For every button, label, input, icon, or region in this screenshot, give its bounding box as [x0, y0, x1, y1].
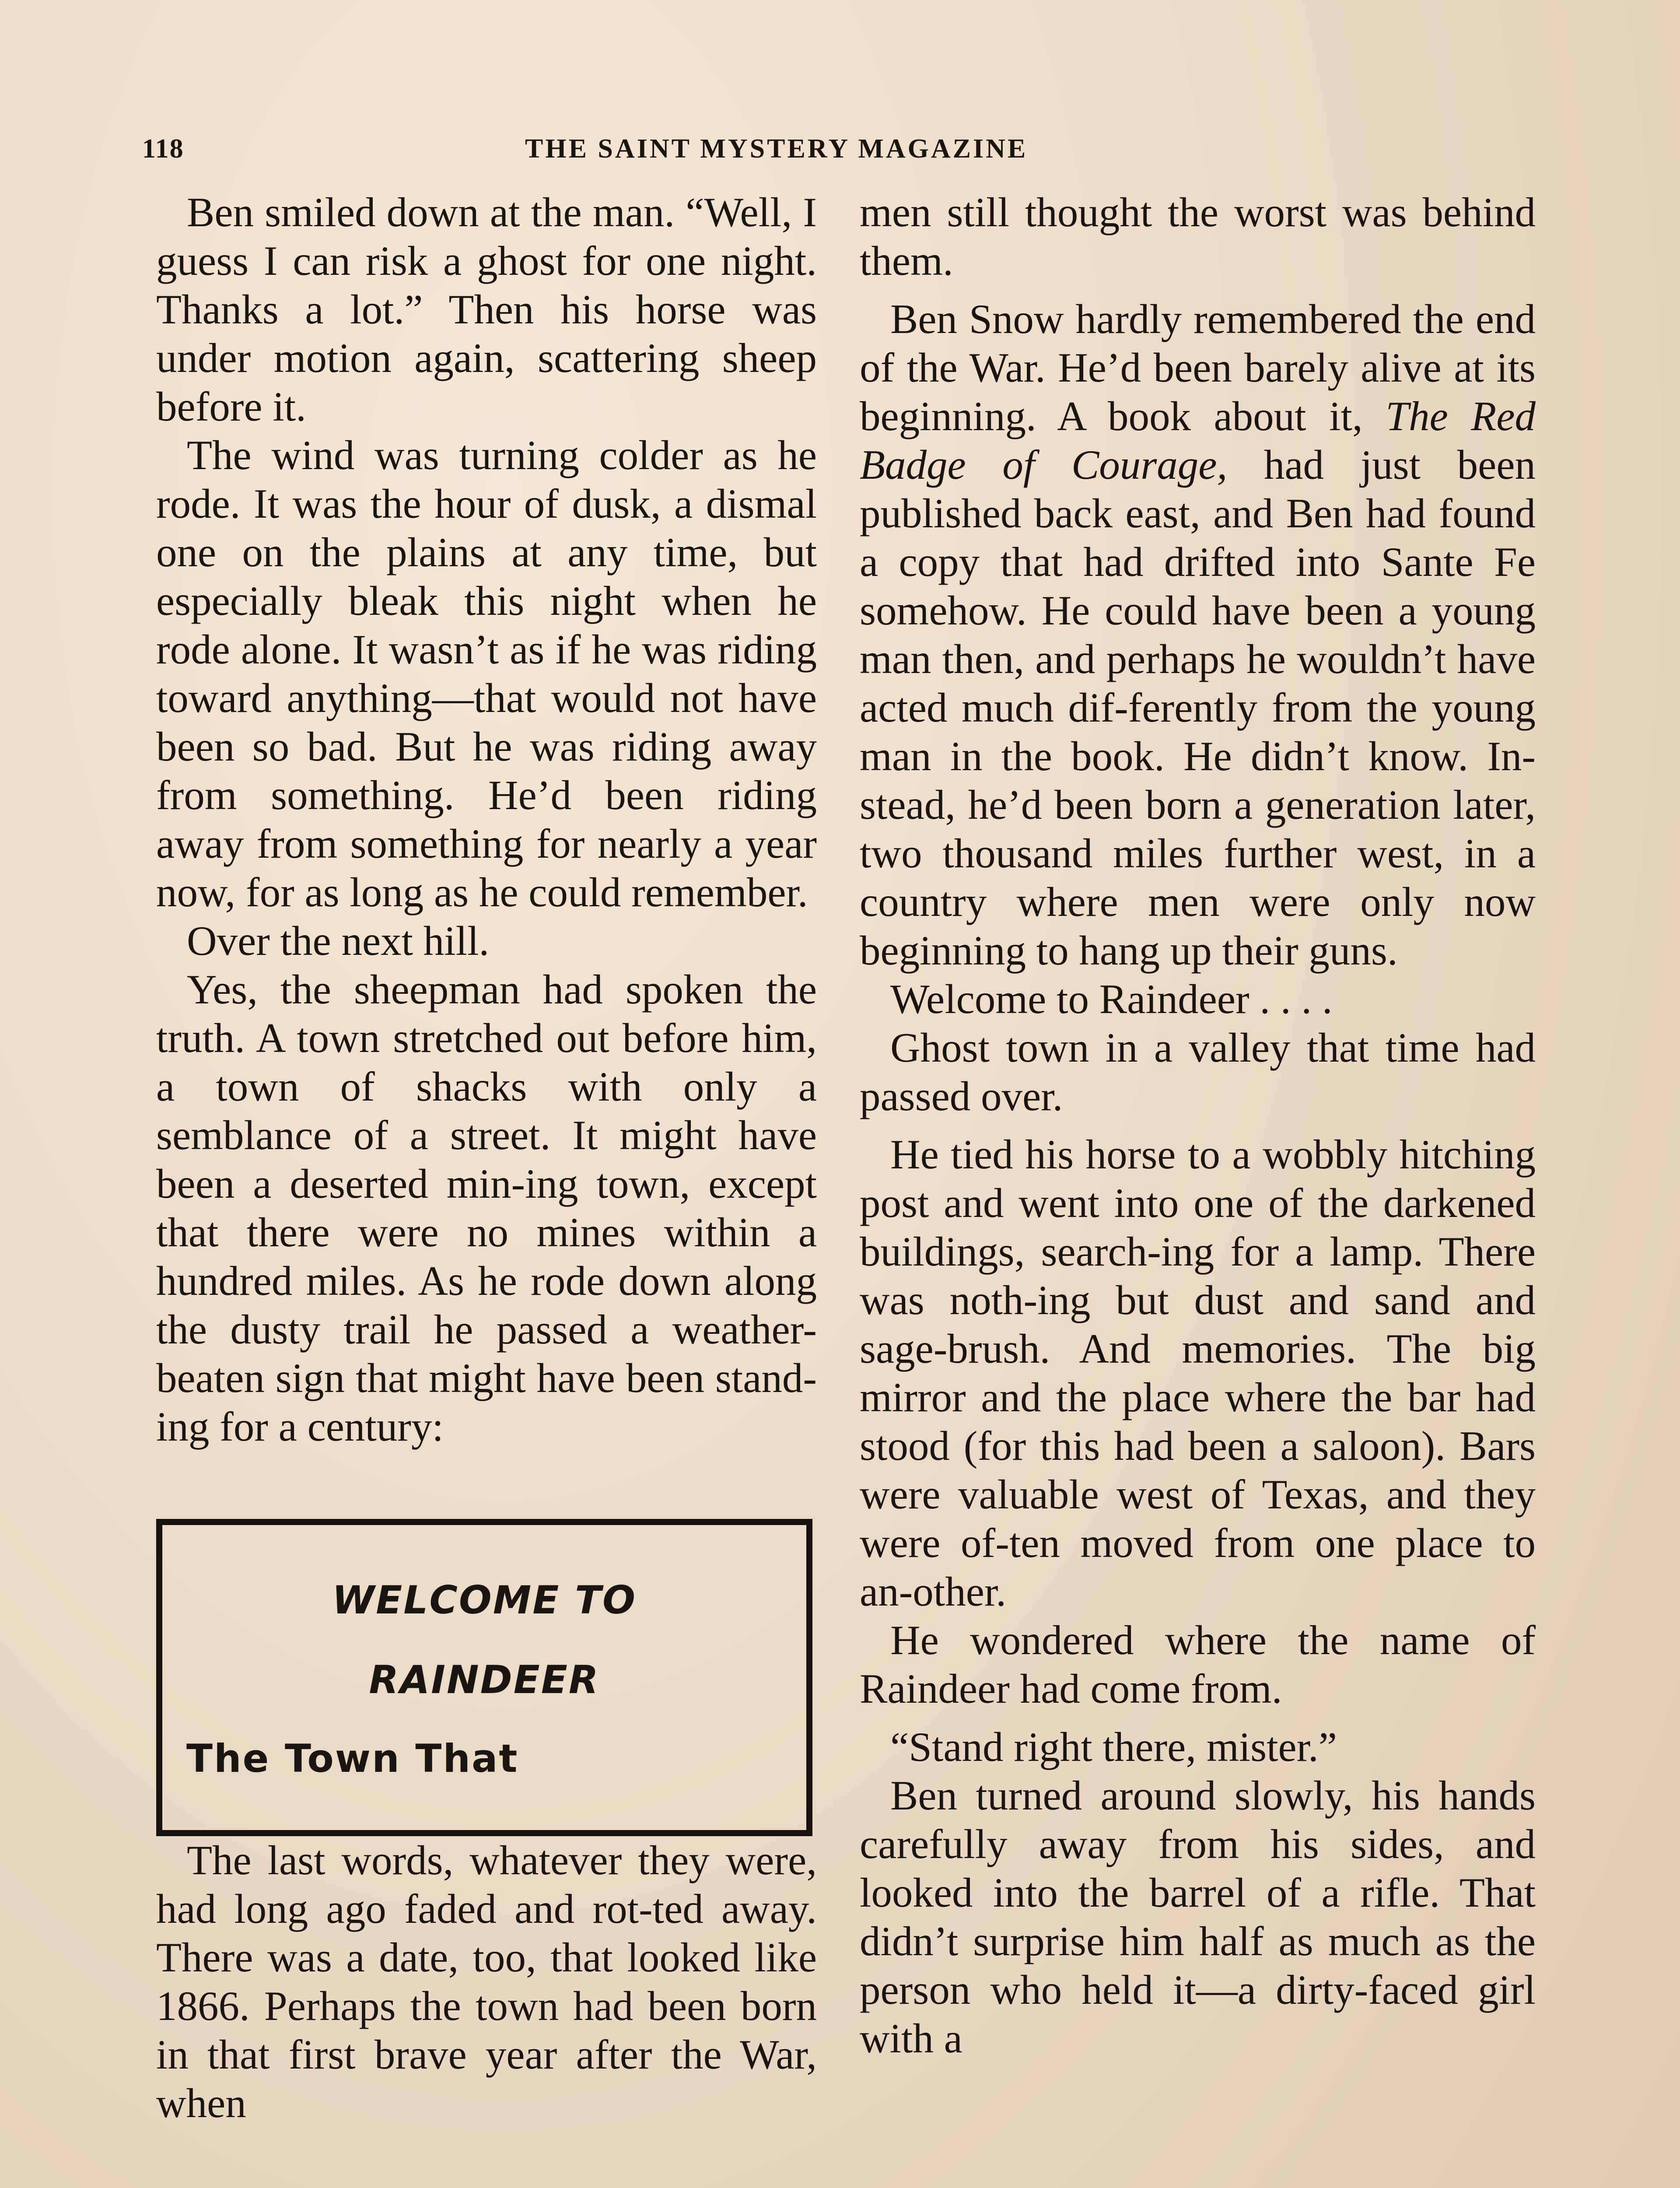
paragraph: Ben smiled down at the man. “Well, I guess I can risk a ghost for one night. Thanks a lot.” Then his horse was under motion again, scattering sheep before it. — [156, 189, 817, 430]
sign-line-town-that: The Town That — [186, 1736, 519, 1781]
running-head: THE SAINT MYSTERY MAGAZINE — [525, 134, 1028, 164]
book-title: The Red Badge of Courage, — [860, 393, 1536, 488]
paragraph: He tied his horse to a wobbly hitching post and went into one of the darkened buildings, search-ing for a lamp. There was noth-ing but dust and sand and sage-brush. And memories. The big mirror and the place where the bar had stood (for this had been a saloon). Bars were valuable west of Texas, and they were of-ten moved from one place to an-other. — [860, 1131, 1536, 1615]
paragraph — [860, 295, 1536, 975]
sign-line-welcome: WELCOME TO — [332, 1578, 637, 1623]
paragraph: Ben turned around slowly, his hands carefully away from his sides, and looked into the barrel of a rifle. That didn’t surprise him half as much as the person who held it—a dirty-faced girl with a — [860, 1772, 1536, 2062]
paragraph: Ghost town in a valley that time had passed over. — [860, 1024, 1536, 1119]
paragraph: Over the next hill. — [187, 918, 490, 964]
paragraph: “Stand right there, mister.” — [890, 1724, 1337, 1770]
left-column — [156, 188, 817, 2128]
paragraph: The wind was turning colder as he rode. It was the hour of dusk, a dismal one on the plains at any time, but especially bleak this night when he rode alone. It wasn’t as if he was riding toward anything—that would not have been so bad. But he was riding away from something. He’d been riding away from something for nearly a year now, for as long as he could remember. — [156, 432, 817, 915]
sign-line-raindeer: RAINDEER — [369, 1657, 600, 1702]
paragraph: The last words, whatever they were, had long ago faded and rot-ted away. There was a date, too, that looked like 1866. Perhaps the town had been born in that first brave year after the War, when — [156, 1837, 817, 2126]
paragraph-continuation: men still thought the worst was behind them. — [860, 189, 1536, 284]
page-header — [142, 133, 1540, 173]
page-number: 118 — [142, 134, 184, 164]
text-run: Ben Snow hardly remembered the end of the War. He’d been barely alive at its beginning. A book about it, — [860, 296, 1536, 439]
right-column — [860, 188, 1536, 2063]
paragraph: Yes, the sheepman had spoken the truth. A town stretched out before him, a town of shacks with only a semblance of a street. It might have been a deserted min-ing town, except that there were no mines within a hundred miles. As he rode down along the dusty trail he passed a weather-beaten sign that might have been stand-ing for a century: — [156, 966, 817, 1450]
text-run: had just been published back east, and Ben had found a copy that had drifted into Sante Fe somehow. He could have been a young man then, and perhaps he wouldn’t have acted much dif-ferently from the young man in the book. He didn’t know. In-stead, he’d been born a generation later, two thousand miles further west, in a country where men were only now beginning to hang up their guns. — [860, 442, 1536, 974]
paragraph: Welcome to Raindeer . . . . — [890, 976, 1333, 1022]
town-sign-box — [156, 1519, 812, 1836]
paragraph: He wondered where the name of Raindeer had come from. — [860, 1617, 1536, 1712]
